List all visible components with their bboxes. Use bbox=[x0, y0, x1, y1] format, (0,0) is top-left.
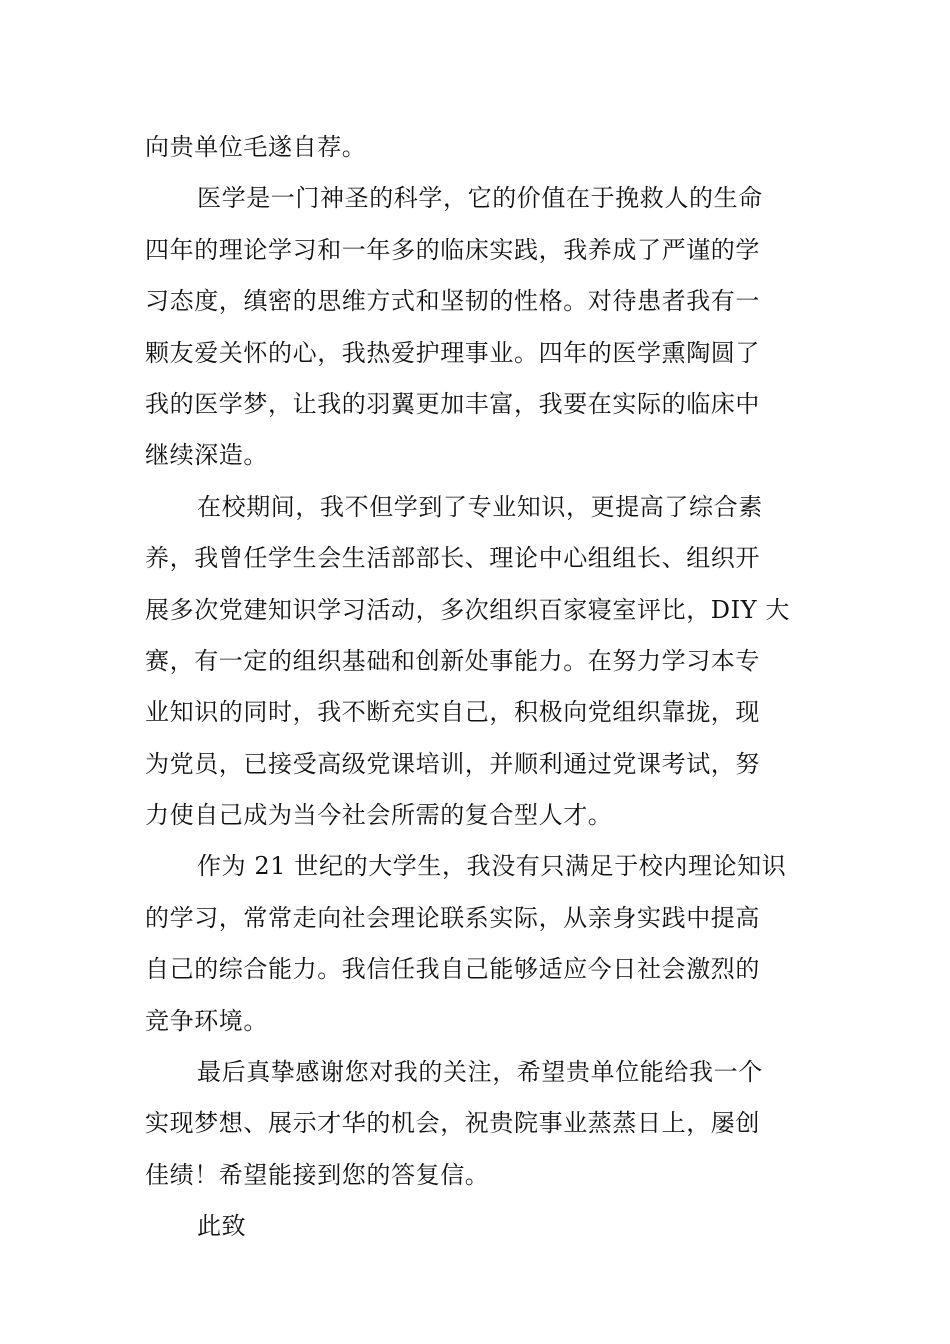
text-line: 赛，有一定的组织基础和创新处事能力。在努力学习本专 bbox=[145, 646, 760, 675]
text-line: 竞争环境。 bbox=[145, 1006, 268, 1035]
text-line: 业知识的同时，我不断充实自己，积极向党组织靠拢，现 bbox=[145, 698, 760, 727]
text-line: 自己的综合能力。我信任我自己能够适应今日社会激烈的 bbox=[145, 955, 760, 984]
paragraph-start-line: 作为 21 世纪的大学生，我没有只满足于校内理论知识 bbox=[197, 852, 787, 881]
text-line: 力使自己成为当今社会所需的复合型人才。 bbox=[145, 801, 613, 830]
text-line: 向贵单位毛遂自荐。 bbox=[145, 133, 367, 161]
letter-body bbox=[145, 122, 807, 1253]
text-line: 我的医学梦，让我的羽翼更加丰富，我要在实际的临床中 bbox=[145, 389, 760, 418]
text-line: 养，我曾任学生会生活部部长、理论中心组组长、组织开 bbox=[145, 544, 760, 573]
paragraph-start-line: 最后真挚感谢您对我的关注，希望贵单位能给我一个 bbox=[197, 1058, 763, 1087]
text-line: 佳绩！希望能接到您的答复信。 bbox=[145, 1160, 490, 1189]
closing-salutation: 此致 bbox=[197, 1212, 247, 1241]
text-line: 颗友爱关怀的心，我热爱护理事业。四年的医学熏陶圆了 bbox=[145, 338, 760, 367]
text-line: 四年的理论学习和一年多的临床实践，我养成了严谨的学 bbox=[145, 235, 760, 264]
text-line: 习态度，缜密的思维方式和坚韧的性格。对待患者我有一 bbox=[145, 287, 760, 316]
text-line: 的学习，常常走向社会理论联系实际，从亲身实践中提高 bbox=[145, 903, 760, 932]
paragraph-start-line: 医学是一门神圣的科学，它的价值在于挽救人的生命 bbox=[197, 184, 763, 213]
text-line: 实现梦想、展示才华的机会，祝贵院事业蒸蒸日上，屡创 bbox=[145, 1109, 760, 1138]
text-line: 展多次党建知识学习活动，多次组织百家寝室评比，DIY 大 bbox=[145, 595, 790, 624]
text-line: 为党员，已接受高级党课培训，并顺利通过党课考试，努 bbox=[145, 749, 760, 778]
paragraph-start-line: 在校期间，我不但学到了专业知识，更提高了综合素 bbox=[197, 492, 763, 521]
text-line: 继续深造。 bbox=[145, 441, 268, 470]
